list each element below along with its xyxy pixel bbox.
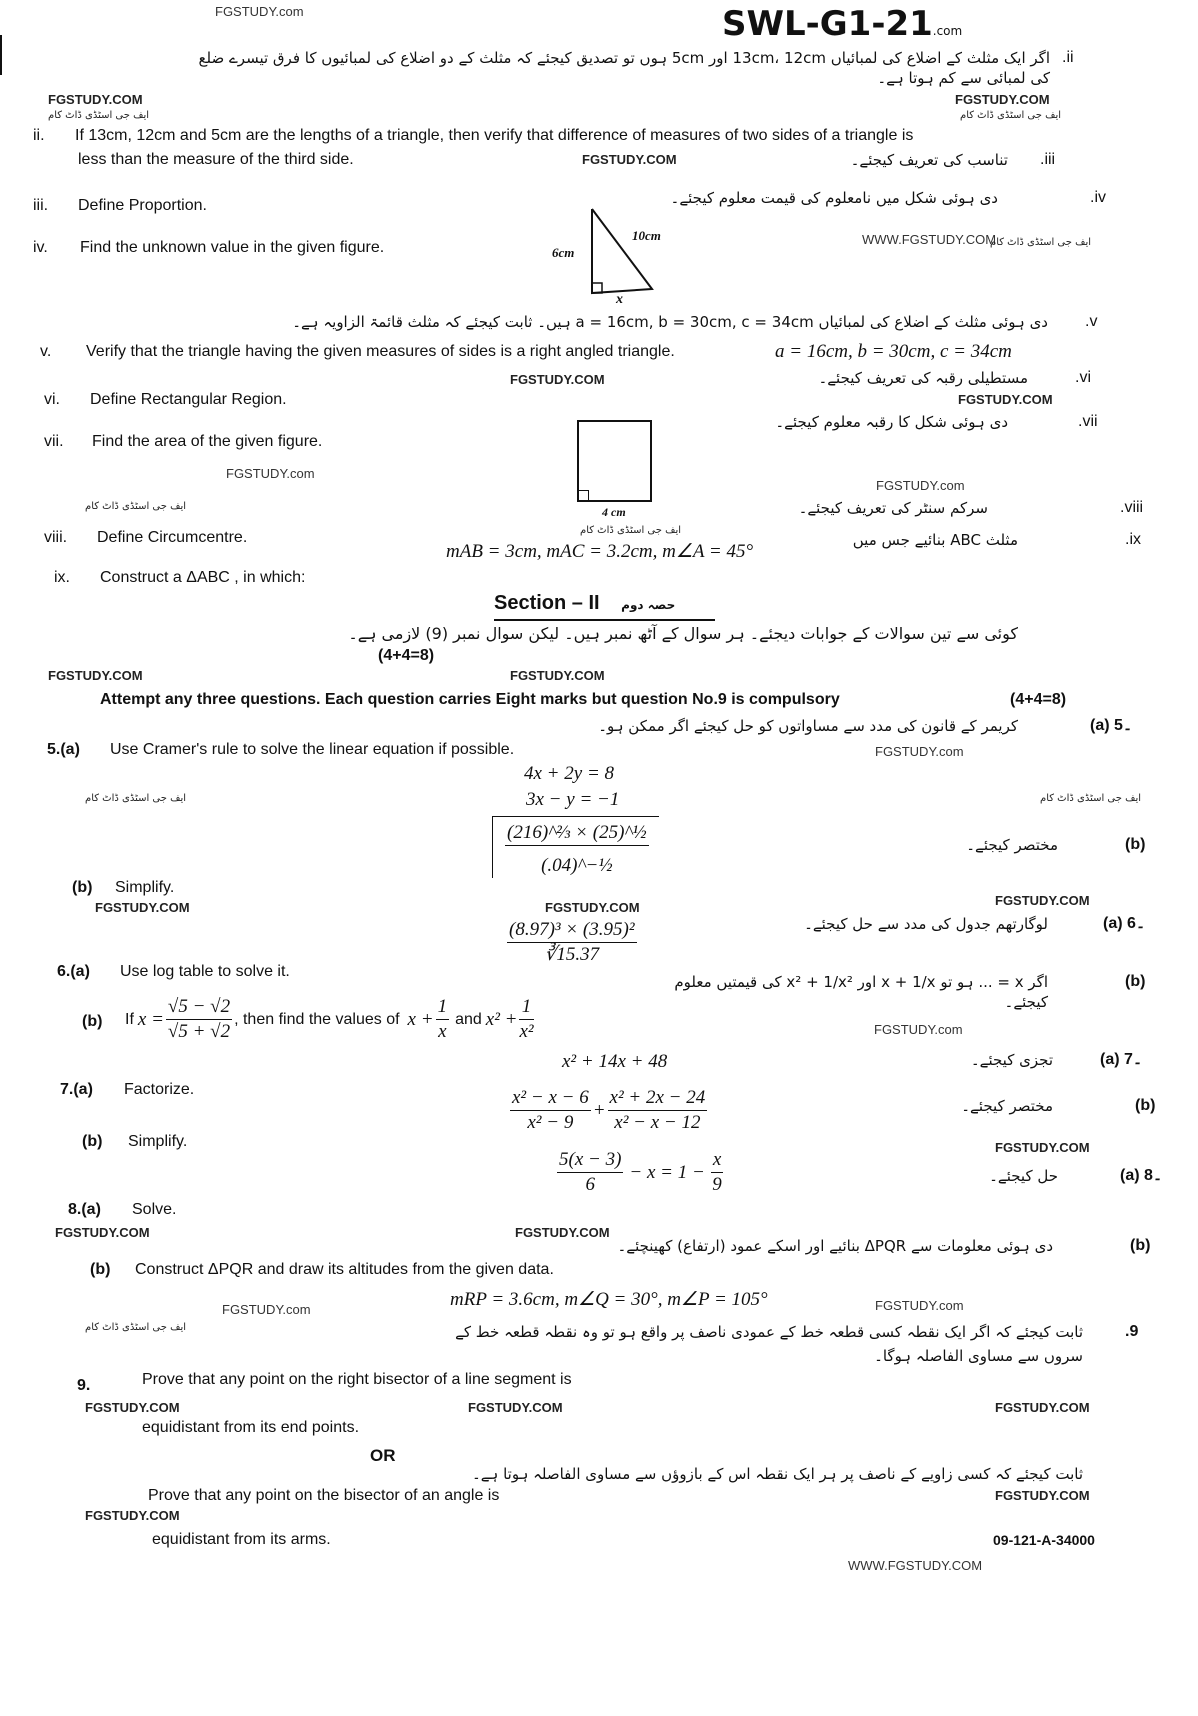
watermark: FGSTUDY.COM	[48, 92, 143, 107]
q9-text: Prove that any point on the right bisector of a line segment is	[142, 1371, 572, 1388]
question-vii-urdu: دی ہوئی شکل کا رقبہ معلوم کیجئے۔	[775, 413, 1008, 431]
q8a-urdu-number: (a) 8۔	[1120, 1167, 1163, 1184]
question-iii-urdu-number: .iii	[1040, 151, 1056, 168]
question-ix-number: ix.	[54, 569, 70, 586]
q9-text-cont: equidistant from its end points.	[142, 1419, 360, 1436]
q5a-number: 5.(a)	[47, 741, 80, 758]
watermark: FGSTUDY.COM	[55, 1225, 150, 1240]
watermark-urdu: ایف جی اسٹڈی ڈاٹ کام	[1040, 793, 1142, 804]
watermark: FGSTUDY.COM	[85, 1400, 180, 1415]
q6b-frac-1x2	[519, 995, 533, 1044]
triangle-hypotenuse-label: 10cm	[632, 228, 661, 243]
watermark: FGSTUDY.COM	[995, 893, 1090, 908]
q8b-text: Construct ΔPQR and draw its altitudes from the given data.	[135, 1261, 554, 1278]
q6b-x2: x²	[519, 1021, 534, 1042]
q8a-lhs-num: 5(x − 3)	[557, 1148, 623, 1173]
question-vi-number: vi.	[44, 391, 60, 408]
watermark-urdu: ایف جی اسٹڈی ڈاٹ کام	[85, 793, 187, 804]
q6a-text: Use log table to solve it.	[120, 963, 290, 980]
q5a-text: Use Cramer's rule to solve the linear equation if possible.	[110, 741, 515, 758]
q6b-expression	[125, 995, 536, 1044]
q8a-number: 8.(a)	[68, 1201, 101, 1218]
watermark-urdu: ایف جی اسٹڈی ڈاٹ کام	[580, 525, 682, 536]
question-v-number: v.	[40, 343, 52, 360]
question-ix-text: Construct a ΔABC , in which:	[100, 569, 306, 586]
watermark: FGSTUDY.COM	[582, 152, 677, 167]
question-v-urdu: دی ہوئی مثلث کے اضلاع کی لمبائیاں a = 16cm, b = 30cm, c = 34cm ہیں۔ ثابت کیجئے کہ مثلث قائمۃ الزاویہ ہے۔	[292, 313, 1048, 331]
question-viii-urdu: سرکم سنٹر کی تعریف کیجئے۔	[798, 499, 988, 517]
watermark: FGSTUDY.COM	[955, 92, 1050, 107]
q6a-fraction	[507, 918, 637, 967]
q7a-text: Factorize.	[124, 1081, 195, 1098]
q5a-equation-2: 3x − y = −1	[526, 789, 620, 810]
watermark: FGSTUDY.COM	[85, 1508, 180, 1523]
q6b-x-eq: x =	[137, 1008, 164, 1030]
watermark-urdu: ایف جی اسٹڈی ڈاٹ کام	[960, 110, 1062, 121]
q9-urdu: ثابت کیجئے کہ اگر ایک نقطہ کسی قطعہ خط کے عمودی ناصف پر واقع ہو تو وہ نقطہ قطعہ خط کے	[455, 1323, 1083, 1341]
q8a-text: Solve.	[132, 1201, 177, 1218]
question-v-urdu-number: .v	[1085, 313, 1098, 330]
watermark: FGSTUDY.COM	[995, 1400, 1090, 1415]
question-v-sides: a = 16cm, b = 30cm, c = 34cm	[775, 341, 1012, 362]
watermark: FGSTUDY.COM	[958, 392, 1053, 407]
q7a-expression: x² + 14x + 48	[562, 1051, 668, 1072]
q6a-numerator: (8.97)³ × (3.95)²	[507, 918, 637, 943]
marks-urdu: (4+4=8)	[378, 647, 435, 664]
q7b-number: (b)	[82, 1133, 103, 1150]
instructions: Attempt any three questions. Each question carries Eight marks but question No.9 is compulsory	[100, 691, 840, 708]
q6b-if: If	[125, 1010, 134, 1028]
q8a-rhs-num: x	[711, 1148, 723, 1173]
q8a-rhs	[711, 1148, 723, 1197]
q8a-mid: − x = 1 −	[629, 1161, 705, 1183]
watermark: FGSTUDY.COM	[48, 668, 143, 683]
q5a-equation-1: 4x + 2y = 8	[524, 763, 615, 784]
question-ii-urdu-number: .ii	[1062, 49, 1074, 66]
question-vii-number: vii.	[44, 433, 64, 450]
question-iv-number: iv.	[33, 239, 48, 256]
question-viii-urdu-number: .viii	[1120, 499, 1144, 516]
q6b-then-text: , then find the values of	[234, 1010, 400, 1028]
q5b-urdu: مختصر کیجئے۔	[966, 836, 1058, 854]
question-iii-number: iii.	[33, 197, 49, 214]
q7b-plus: +	[592, 1099, 606, 1121]
watermark-urdu: ایف جی اسٹڈی ڈاٹ کام	[990, 237, 1092, 248]
right-angle-mark	[579, 490, 589, 500]
marks: (4+4=8)	[1010, 691, 1067, 708]
q8b-urdu-number: (b)	[1130, 1237, 1151, 1254]
q5b-denominator: (.04)^−½	[541, 855, 613, 876]
watermark: FGSTUDY.com	[226, 466, 315, 481]
q5a-urdu-number: (a) 5۔	[1090, 717, 1133, 734]
watermark: FGSTUDY.com	[875, 744, 964, 759]
question-ix-data: mAB = 3cm, mAC = 3.2cm, m∠A = 45°	[446, 541, 754, 562]
q9-alt-text-cont: equidistant from its arms.	[152, 1531, 331, 1548]
watermark: FGSTUDY.COM	[995, 1488, 1090, 1503]
q6b-urdu-number: (b)	[1125, 973, 1146, 990]
q6b-expr2: x² +	[485, 1008, 518, 1030]
right-triangle-figure	[520, 205, 700, 305]
watermark: FGSTUDY.com	[222, 1302, 311, 1317]
watermark: FGSTUDY.COM	[510, 668, 605, 683]
square-figure	[577, 420, 652, 502]
watermark: FGSTUDY.com	[876, 478, 965, 493]
scan-edge-line	[0, 35, 2, 75]
q5b-number: (b)	[72, 879, 93, 896]
q8a-expression	[555, 1148, 725, 1197]
watermark: FGSTUDY.COM	[510, 372, 605, 387]
question-ii-text: If 13cm, 12cm and 5cm are the lengths of a triangle, then verify that difference of measures of two sides of a triangle is	[75, 127, 914, 144]
question-viii-number: viii.	[44, 529, 68, 546]
question-iv-text: Find the unknown value in the given figure.	[80, 239, 385, 256]
question-v-text: Verify that the triangle having the given measures of sides is a right angled triangle.	[86, 343, 675, 360]
watermark: FGSTUDY.com	[875, 1298, 964, 1313]
q6b-x: x	[438, 1021, 447, 1042]
question-vi-urdu: مستطیلی رقبہ کی تعریف کیجئے۔	[818, 369, 1028, 387]
question-iii-text: Define Proportion.	[78, 197, 207, 214]
paper-serial-code: 09-121-A-34000	[993, 1532, 1095, 1548]
q7b-f2-den: x² − x − 12	[614, 1112, 701, 1133]
q6b-one: 1	[519, 995, 533, 1020]
paper-code-handwritten	[722, 4, 962, 51]
section-title: Section – II	[494, 592, 600, 614]
q8b-data: mRP = 3.6cm, m∠Q = 30°, m∠P = 105°	[450, 1289, 768, 1310]
question-iv-urdu: دی ہوئی شکل میں نامعلوم کی قیمت معلوم کیجئے۔	[670, 189, 998, 207]
q6b-frac-1x	[436, 995, 450, 1044]
triangle-side-label: 6cm	[552, 245, 575, 260]
question-ii-number: ii.	[33, 127, 45, 144]
q6b-and: and	[455, 1010, 482, 1028]
question-vi-urdu-number: .vi	[1075, 369, 1091, 386]
q5b-urdu-number: (b)	[1125, 836, 1146, 853]
q7a-urdu-number: (a) 7۔	[1100, 1051, 1143, 1068]
q7b-urdu: مختصر کیجئے۔	[961, 1097, 1053, 1115]
question-ix-urdu: مثلث ABC بنائیے جس میں	[852, 531, 1018, 549]
q6b-one: 1	[436, 995, 450, 1020]
q9-alt-urdu: ثابت کیجئے کہ کسی زاویے کے ناصف پر ہر ایک نقطہ اس کے بازوؤں سے مساوی الفاصلہ ہوتا ہے۔	[471, 1465, 1083, 1483]
q8a-rhs-den: 9	[712, 1174, 722, 1195]
section-2-title	[494, 590, 715, 621]
triangle-base-label: x	[616, 292, 623, 307]
q8b-urdu: دی ہوئی معلومات سے ΔPQR بنائیے اور اسکے عمود (ارتفاع) کھینچئے۔	[617, 1237, 1053, 1255]
question-viii-text: Define Circumcentre.	[97, 529, 248, 546]
watermark: WWW.FGSTUDY.COM	[862, 232, 997, 247]
paper-code-suffix: .com	[932, 24, 963, 38]
q7b-fraction-1	[510, 1086, 591, 1135]
q7b-expression	[508, 1086, 709, 1135]
q9-urdu-cont: سروں سے مساوی الفاصلہ ہوگا۔	[874, 1347, 1083, 1365]
q5b-text: Simplify.	[115, 879, 175, 896]
q9-urdu-number: .9	[1125, 1323, 1139, 1340]
q5b-radical	[492, 816, 659, 878]
question-iii-urdu: تناسب کی تعریف کیجئے۔	[850, 151, 1008, 169]
watermark: FGSTUDY.com	[874, 1022, 963, 1037]
q6a-urdu-number: (a) 6۔	[1103, 915, 1146, 932]
q9-number: 9.	[77, 1377, 91, 1394]
q8a-urdu: حل کیجئے۔	[989, 1167, 1058, 1185]
q6a-urdu: لوگارتھم جدول کی مدد سے حل کیجئے۔	[804, 915, 1048, 933]
q8a-lhs	[557, 1148, 623, 1197]
q7a-number: 7.(a)	[60, 1081, 93, 1098]
q8a-lhs-den: 6	[585, 1174, 595, 1195]
q7b-urdu-number: (b)	[1135, 1097, 1156, 1114]
q7b-text: Simplify.	[128, 1133, 188, 1150]
question-vi-text: Define Rectangular Region.	[90, 391, 287, 408]
q6b-expr1: x +	[407, 1008, 434, 1030]
section-title-urdu: حصہ دوم	[621, 598, 676, 612]
question-vii-text: Find the area of the given figure.	[92, 433, 323, 450]
question-ii-text-cont: less than the measure of the third side.	[78, 151, 354, 168]
q7b-f2-num: x² + 2x − 24	[608, 1086, 708, 1111]
q8b-number: (b)	[90, 1261, 111, 1278]
watermark-urdu: ایف جی اسٹڈی ڈاٹ کام	[85, 501, 187, 512]
watermark-urdu: ایف جی اسٹڈی ڈاٹ کام	[48, 110, 150, 121]
watermark: FGSTUDY.COM	[545, 900, 640, 915]
question-ii-urdu: اگر ایک مثلث کے اضلاع کی لمبائیاں 13cm، 12cm اور 5cm ہوں تو تصدیق کیجئے کہ مثلث کے دو اضلاع کی لمبائیوں کا فرق تیسرے ضلع کی لمبائی سے کم ہوتا ہے۔	[198, 49, 1050, 87]
q7b-f1-num: x² − x − 6	[510, 1086, 591, 1111]
question-vii-urdu-number: .vii	[1078, 413, 1098, 430]
q7b-f1-den: x² − 9	[527, 1112, 574, 1133]
q6b-urdu: اگر x = ... ہو تو x + 1/x اور x² + 1/x² کی قیمتیں معلوم کیجئے۔	[674, 973, 1048, 1011]
q7a-urdu: تجزی کیجئے۔	[970, 1051, 1053, 1069]
question-iv-urdu-number: .iv	[1090, 189, 1106, 206]
q6a-denominator: ∛15.37	[544, 944, 600, 965]
q6a-number: 6.(a)	[57, 963, 90, 980]
instructions-urdu: کوئی سے تین سوالات کے جوابات دیجئے۔ ہر سوال کے آٹھ نمبر ہیں۔ لیکن سوال نمبر (9) لازمی ہے۔	[348, 624, 1018, 643]
watermark: FGSTUDY.COM	[515, 1225, 610, 1240]
watermark: FGSTUDY.com	[215, 4, 304, 19]
watermark-urdu: ایف جی اسٹڈی ڈاٹ کام	[85, 1322, 187, 1333]
or-separator: OR	[370, 1446, 396, 1465]
q6b-numerator: √5 − √2	[166, 995, 232, 1020]
q9-alt-text: Prove that any point on the bisector of an angle is	[148, 1487, 500, 1504]
q5b-fraction	[505, 821, 649, 878]
watermark: FGSTUDY.COM	[95, 900, 190, 915]
q6b-number: (b)	[82, 1013, 103, 1030]
paper-code: SWL-G1-21	[722, 4, 933, 44]
q5b-numerator: (216)^⅔ × (25)^½	[505, 821, 649, 846]
watermark: FGSTUDY.COM	[995, 1140, 1090, 1155]
square-side-label: 4 cm	[602, 505, 626, 519]
watermark: WWW.FGSTUDY.COM	[848, 1558, 983, 1573]
question-ix-urdu-number: .ix	[1125, 531, 1141, 548]
q7b-fraction-2	[608, 1086, 708, 1135]
q5a-urdu: کریمر کے قانون کی مدد سے مساواتوں کو حل کیجئے اگر ممکن ہو۔	[598, 717, 1018, 735]
watermark: FGSTUDY.COM	[468, 1400, 563, 1415]
q6b-fraction	[166, 995, 232, 1044]
q6b-denominator: √5 + √2	[167, 1021, 231, 1042]
